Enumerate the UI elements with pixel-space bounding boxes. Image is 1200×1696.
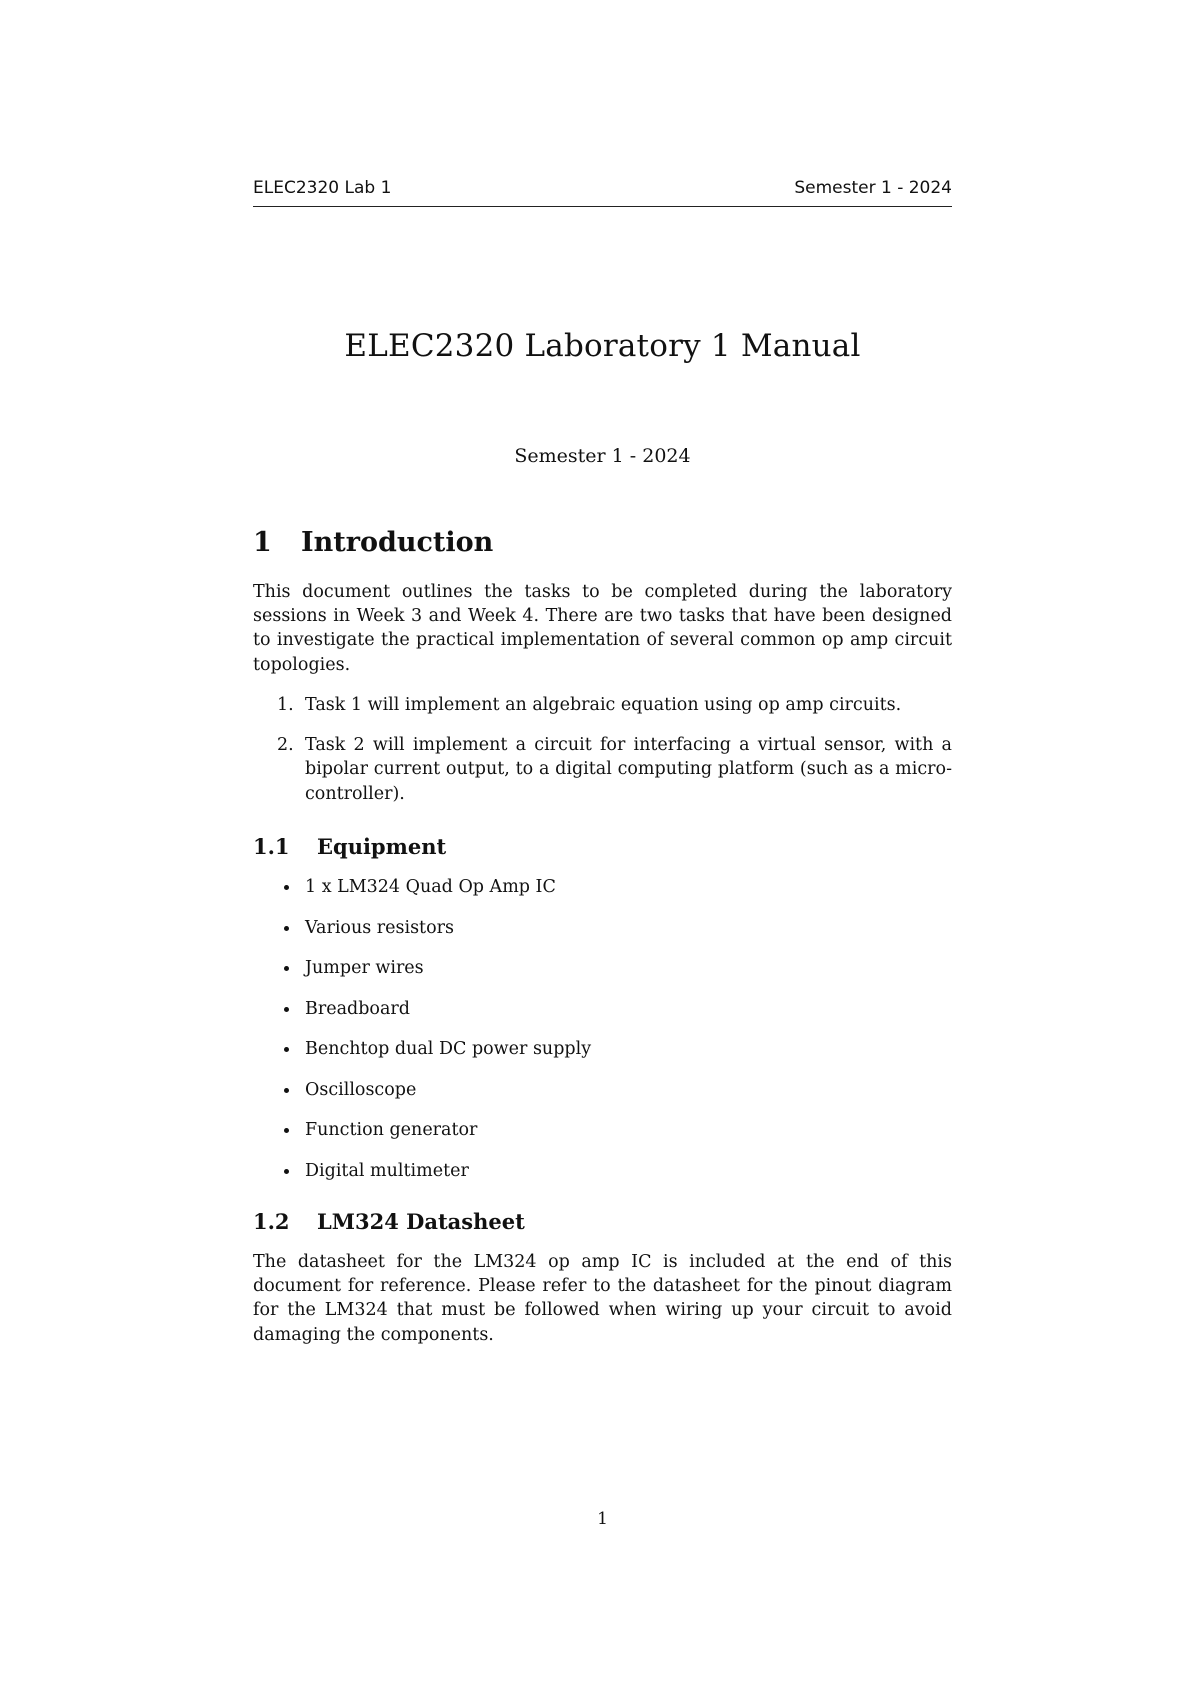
equipment-item [253,1159,952,1200]
task-item [253,733,952,806]
equipment-item-text: Digital multimeter [305,1160,469,1181]
equipment-item [253,997,952,1038]
page-number: 1 [597,1509,608,1529]
task-marker: 1. [277,695,294,715]
equipment-item-text: Oscilloscope [305,1079,417,1100]
header-course: ELEC2320 Lab 1 [253,178,392,198]
equipment-item-text: Benchtop dual DC power supply [305,1039,592,1059]
bullet-icon [284,1007,289,1012]
section-heading-equipment [253,834,446,859]
task-item [253,693,952,717]
section-heading-introduction [253,527,493,558]
running-header [253,178,952,207]
section-title: Introduction [301,527,494,558]
equipment-list [253,875,952,1199]
document-title: ELEC2320 Laboratory 1 Manual [344,328,861,364]
section-title: LM324 Datasheet [317,1209,525,1234]
section-number: 1.1 [253,834,290,859]
section-number: 1 [253,527,272,558]
bullet-icon [284,1128,289,1133]
section-number: 1.2 [253,1209,290,1234]
task-text: Task 1 will implement an algebraic equation using op amp circuits. [305,695,902,715]
equipment-item-text: 1 x LM324 Quad Op Amp IC [305,877,556,897]
introduction-paragraph: This document outlines the tasks to be completed during the laboratory sessions in Week 3 and Week 4. There are two tasks that have been designed to investigate the practical implementation of several common op amp circuit topologies. [253,582,952,675]
bullet-icon [284,885,289,890]
equipment-item [253,875,952,916]
task-marker: 2. [277,735,294,756]
bullet-icon [284,1169,289,1174]
document-date: Semester 1 - 2024 [514,445,691,467]
equipment-item-text: Function generator [305,1120,478,1140]
equipment-item [253,956,952,997]
equipment-item-text: Various resistors [305,917,454,938]
section-heading-datasheet [253,1209,525,1234]
task-text: Task 2 will implement a circuit for interfacing a virtual sensor, with a bipolar current output, to a digital computing platform (such as a micro-controller). [305,735,952,804]
equipment-item [253,1078,952,1119]
datasheet-paragraph: The datasheet for the LM324 op amp IC is included at the end of this document for reference. Please refer to the datasheet for the pinout diagram for the LM324 that must be followed when wiring up your circuit to avoid damaging the components. [253,1252,952,1345]
equipment-item-text: Breadboard [305,998,410,1019]
bullet-icon [284,1047,289,1052]
bullet-icon [284,1088,289,1093]
equipment-item [253,1037,952,1078]
bullet-icon [284,966,289,971]
section-title: Equipment [317,834,447,859]
equipment-item [253,916,952,957]
equipment-item [253,1118,952,1159]
header-semester: Semester 1 - 2024 [794,178,952,198]
bullet-icon [284,926,289,931]
task-list [253,693,952,822]
equipment-item-text: Jumper wires [305,958,424,978]
